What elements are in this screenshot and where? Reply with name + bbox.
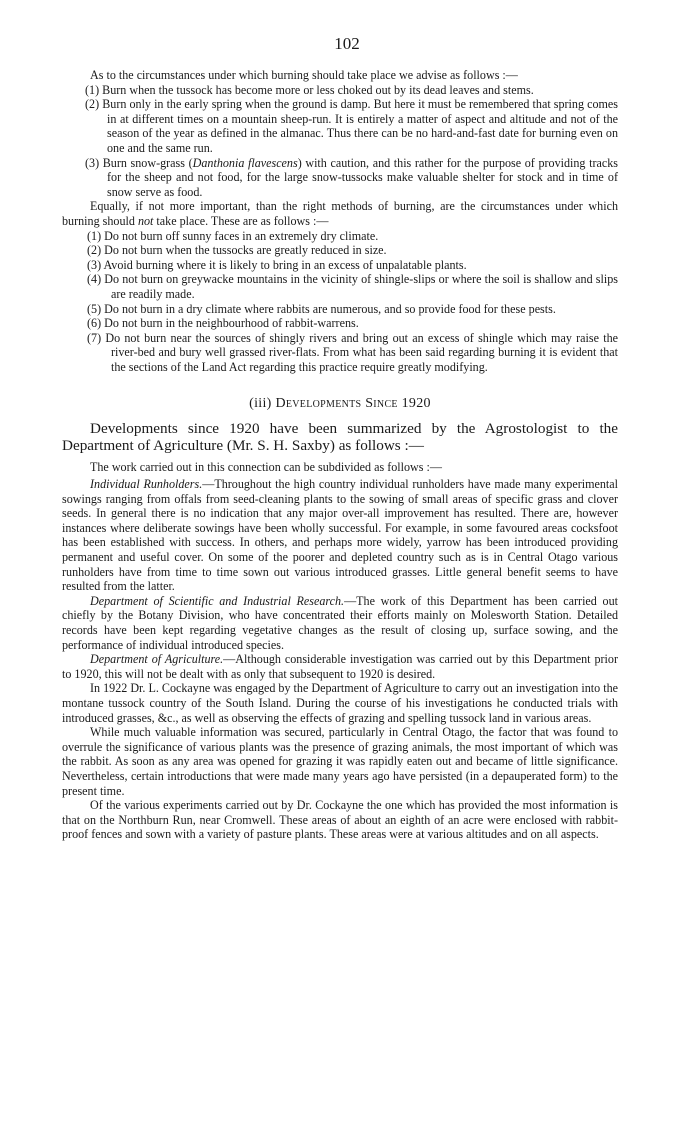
while-much-paragraph: While much valuable information was secured, particularly in Central Otago, the factor that was found to overrule the significance of various plants was the presence of grazing animals, the most important of which was the rabbit. As soon as any area was opened for grazing it was rapidly eaten out and became of little significance. Nevertheless, certain introductions that were made many years ago have persisted (in a depauperated form) to the present time. [62,725,618,798]
equally-paragraph: Equally, if not more important, than the right methods of burning, are the circumstances under which burning should not take place. These are as follows :— [62,199,618,228]
list-item: (1) Do not burn off sunny faces in an extremely dry climate. [87,228,379,243]
list-item: (6) Do not burn in the neighbourhood of rabbit-warrens. [87,316,359,331]
list-item: (4) Do not burn on greywacke mountains in the vicinity of shingle-slips or where the soil is shallow and slips are readily made. [87,272,618,301]
list-item: (2) Do not burn when the tussocks are greatly reduced in size. [87,243,387,258]
work-carried-paragraph: The work carried out in this connection can be subdivided as follows :— [90,460,442,475]
list-item: (5) Do not burn in a dry climate where rabbits are numerous, and so provide food for these pests. [87,301,556,316]
section-heading: (iii) Developments Since 1920 [249,396,431,412]
developments-intro: Developments since 1920 have been summarized by the Agrostologist to the Department of Agriculture (Mr. S. H. Saxby) as follows :— [62,420,618,455]
northburn-paragraph: Of the various experiments carried out by Dr. Cockayne the one which has provided the most information is that on the Northburn Run, near Cromwell. These areas of about an eighth of an acre were enclosed with rabbit-proof fences and sown with a variety of pasture plants. These areas were at various altitudes and on all aspects. [62,798,618,842]
individual-runholders-paragraph: Individual Runholders.—Throughout the high country individual runholders have made many experimental sowings ranging from offals from seed-cleaning plants to the sowing of small areas of specific grass and clover seeds. In general there is no indication that any major over-all improvement has resulted. There are, however instances where deliberate sowings have been wholly successful. For example, in some favoured areas cocksfoot has been established with success. In others, and perhaps more widely, yarrow has been introduced providing permanent and useful cover. On some of the poorer and depleted country such as is in Central Otago various runholders have from time to time sown out various introduced grasses. Little general benefit seems to have resulted from the latter. [62,477,618,594]
burning-list [62,83,618,200]
list-item: (7) Do not burn near the sources of shingly rivers and bring out an excess of shingle which may raise the river-bed and bury well grassed river-flats. From what has been said regarding burning it is evident that the sections of the Land Act regarding this practice require greatly modifying. [87,330,618,374]
agriculture-paragraph: Department of Agriculture.—Although considerable investigation was carried out by this Department prior to 1920, this will not be dealt with as only that subsequent to 1920 is desired. [62,652,618,681]
cockayne-paragraph: In 1922 Dr. L. Cockayne was engaged by the Department of Agriculture to carry out an investigation into the montane tussock country of the South Island. During the course of his investigations he conducted trials with introduced grasses, &c., as well as observing the effects of grazing and spelling tussock land in various areas. [62,681,618,725]
list-item: (2) Burn only in the early spring when the ground is damp. But here it must be remembered that spring comes in at different times on a mountain sheep-run. It is entirely a matter of aspect and altitude and not of the season of the year as defined in the almanac. Thus there can be no hard-and-fast date for burning even on one and the same run. [85,97,618,155]
list-item: (3) Avoid burning where it is likely to bring in an excess of unpalatable plants. [87,257,467,272]
document-page [62,34,618,842]
do-not-burn-list [62,229,618,375]
page-number: 102 [334,34,360,53]
burning-intro-paragraph: As to the circumstances under which burning should take place we advise as follows :— [90,68,518,82]
dsir-paragraph: Department of Scientific and Industrial Research.—The work of this Department has been carried out chiefly by the Botany Division, who have concentrated their efforts mainly on Molesworth Station. Detailed records have been kept regarding vegetative changes as the result of closing up, surface sowing, and the performance of individual introduced species. [62,593,618,652]
list-item: (3) Burn snow-grass (Danthonia flavescens) with caution, and this rather for the purpose of providing tracks for the sheep and not food, for the large snow-tussocks make valuable shelter for stock and in time of snow serve as food. [85,155,618,199]
list-item: (1) Burn when the tussock has become more or less choked out by its dead leaves and stems. [85,82,534,97]
